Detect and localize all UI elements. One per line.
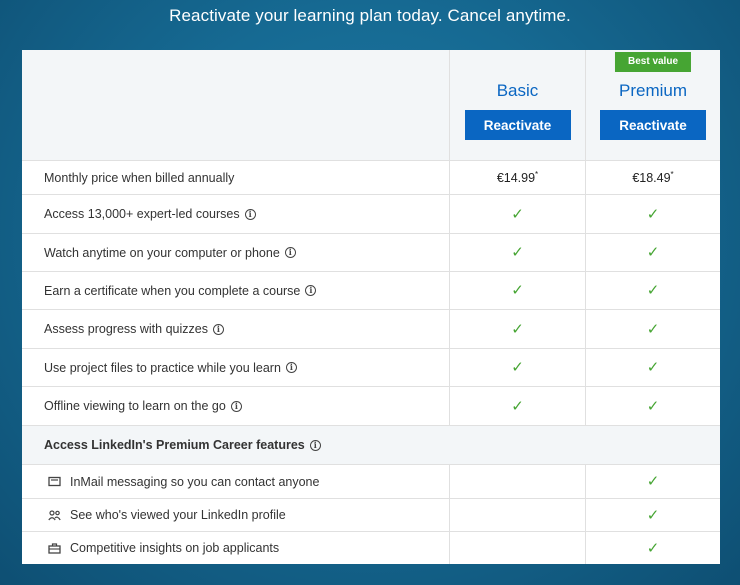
checkmark-icon: ✓ <box>646 282 660 299</box>
career-feature-label: Competitive insights on job applicants <box>70 541 280 555</box>
basic-plan-header <box>449 50 585 160</box>
career-feature-label: InMail messaging so you can contact anyone <box>70 474 320 489</box>
feature-row <box>22 348 720 386</box>
checkmark-icon: ✓ <box>511 397 524 415</box>
feature-row <box>22 386 720 425</box>
basic-plan-name: Basic <box>496 81 539 100</box>
career-section-title: Access LinkedIn's Premium Career features <box>44 438 305 452</box>
premium-reactivate-button[interactable]: Reactivate <box>600 110 706 140</box>
best-value-badge: Best value <box>615 52 691 72</box>
basic-price: €14.99* <box>496 169 539 186</box>
info-icon[interactable]: i <box>245 209 256 220</box>
checkmark-icon: ✓ <box>646 359 660 376</box>
price-label: Monthly price when billed annually <box>44 170 235 185</box>
checkmark-icon: ✓ <box>646 539 660 557</box>
premium-price: €18.49* <box>632 169 674 186</box>
feature-row <box>22 309 720 348</box>
checkmark-icon: ✓ <box>646 320 660 338</box>
info-icon[interactable]: i <box>213 324 224 335</box>
career-section-header <box>22 425 720 464</box>
premium-plan-header <box>585 50 720 160</box>
feature-label: Offline viewing to learn on the go <box>44 399 226 413</box>
feature-label: Watch anytime on your computer or phone <box>44 245 280 260</box>
info-icon[interactable]: i <box>305 285 316 296</box>
info-icon[interactable]: i <box>310 440 321 451</box>
premium-price-cell <box>585 161 720 194</box>
feature-label: Use project files to practice while you learn <box>44 360 281 375</box>
career-feature-row <box>22 531 720 564</box>
feature-label: Earn a certificate when you complete a course <box>44 283 301 298</box>
checkmark-icon: ✓ <box>646 244 660 261</box>
checkmark-icon: ✓ <box>511 359 524 376</box>
checkmark-icon: ✓ <box>511 320 524 338</box>
checkmark-icon: ✓ <box>511 244 524 261</box>
checkmark-icon: ✓ <box>646 473 660 490</box>
career-feature-row <box>22 498 720 531</box>
envelope-icon <box>48 476 61 487</box>
career-feature-label: See who's viewed your LinkedIn profile <box>70 508 286 522</box>
info-icon[interactable]: i <box>286 362 297 373</box>
checkmark-icon: ✓ <box>646 205 660 223</box>
feature-row <box>22 194 720 233</box>
checkmark-icon: ✓ <box>646 397 660 415</box>
basic-price-cell <box>449 161 585 194</box>
feature-label: Access 13,000+ expert-led courses <box>44 207 240 221</box>
briefcase-icon <box>48 543 61 554</box>
career-feature-row <box>22 464 720 498</box>
checkmark-icon: ✓ <box>511 282 524 299</box>
info-icon[interactable]: i <box>231 401 242 412</box>
checkmark-icon: ✓ <box>646 506 660 524</box>
feature-label: Assess progress with quizzes <box>44 322 208 336</box>
feature-row <box>22 233 720 271</box>
plan-header-row <box>22 50 720 160</box>
feature-row <box>22 271 720 309</box>
people-icon <box>48 510 61 521</box>
page-headline: Reactivate your learning plan today. Cancel anytime. <box>169 6 571 25</box>
checkmark-icon: ✓ <box>511 205 524 223</box>
plan-comparison-table <box>22 50 720 564</box>
premium-plan-name: Premium <box>618 81 687 100</box>
info-icon[interactable]: i <box>285 247 296 258</box>
header-empty-cell <box>22 50 449 160</box>
basic-reactivate-button[interactable]: Reactivate <box>465 110 571 140</box>
price-row <box>22 160 720 194</box>
